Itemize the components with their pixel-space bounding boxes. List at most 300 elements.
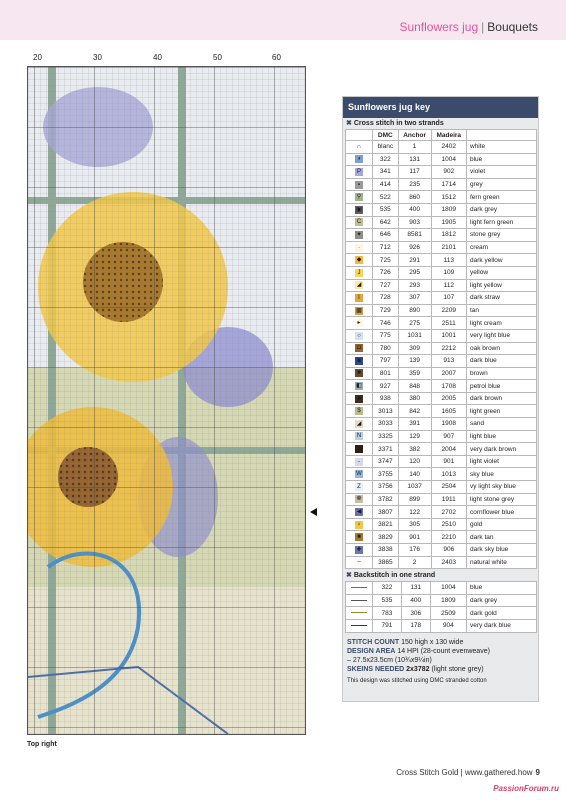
dmc-cell: 938 <box>373 392 399 405</box>
header-separator: | <box>481 20 485 34</box>
thread-symbol-icon: I <box>355 294 363 302</box>
key-row <box>346 380 537 393</box>
madeira-cell: 2210 <box>431 531 466 544</box>
anchor-cell: 890 <box>398 304 431 317</box>
thread-symbol-icon: P <box>356 168 361 175</box>
key-row <box>346 355 537 368</box>
anchor-cell: 305 <box>398 518 431 531</box>
dmc-cell: 535 <box>373 203 399 216</box>
dmc-cell: 725 <box>373 254 399 267</box>
dmc-cell: 3782 <box>373 493 399 506</box>
anchor-cell: 275 <box>398 317 431 330</box>
backstitch-row <box>346 619 537 632</box>
chart-caption: Top right <box>27 741 57 748</box>
thread-symbol-icon: ∩ <box>356 143 362 150</box>
header-title-pink: Sunflowers jug <box>399 20 479 34</box>
key-row <box>346 317 537 330</box>
key-row <box>346 266 537 279</box>
backstitch-row <box>346 607 537 620</box>
madeira-cell: 1708 <box>431 380 466 393</box>
color-name-cell: yellow <box>467 266 537 279</box>
anchor-cell: 842 <box>398 405 431 418</box>
madeira-cell: 2004 <box>431 443 466 456</box>
madeira-cell: 2402 <box>431 141 466 154</box>
symbol-cell <box>346 304 373 317</box>
line-cell <box>346 619 373 632</box>
backstitch-row <box>346 594 537 607</box>
symbol-cell <box>346 254 373 267</box>
thread-symbol-icon: C <box>356 219 362 226</box>
symbol-cell <box>346 455 373 468</box>
madeira-cell: 1512 <box>431 191 466 204</box>
header-title-dark: Bouquets <box>487 20 538 34</box>
skeins-needed <box>347 665 534 674</box>
madeira-cell: 913 <box>431 355 466 368</box>
anchor-cell: 140 <box>398 468 431 481</box>
backstitch-table <box>345 581 537 632</box>
madeira-cell: 902 <box>431 166 466 179</box>
symbol-cell <box>346 229 373 242</box>
color-name-cell: dark sky blue <box>467 544 537 557</box>
color-name-cell: tan <box>467 304 537 317</box>
color-name-cell: light violet <box>467 455 537 468</box>
madeira-cell: 1004 <box>430 582 466 595</box>
dmc-cell: 746 <box>373 317 399 330</box>
anchor-cell: 307 <box>398 292 431 305</box>
anchor-cell: 8581 <box>398 229 431 242</box>
thread-symbol-icon: ✦ <box>356 231 362 238</box>
key-row <box>346 141 537 154</box>
dmc-cell: 3756 <box>373 481 399 494</box>
key-row <box>346 292 537 305</box>
madeira-cell: 1911 <box>431 493 466 506</box>
anchor-cell: 176 <box>398 544 431 557</box>
color-name-cell: light cream <box>467 317 537 330</box>
anchor-cell: 306 <box>401 607 430 620</box>
dmc-cell: 728 <box>373 292 399 305</box>
anchor-cell: 901 <box>398 531 431 544</box>
anchor-cell: 1037 <box>398 481 431 494</box>
key-row <box>346 241 537 254</box>
color-name-cell: blue <box>467 153 537 166</box>
dmc-cell: 927 <box>373 380 399 393</box>
name-header <box>467 130 537 141</box>
symbol-cell <box>346 329 373 342</box>
backstitch-line-icon <box>351 587 367 588</box>
color-name-cell: violet <box>467 166 537 179</box>
design-area-size: – 27.5x23.5cm (10¾x9¼in) <box>347 656 432 664</box>
anchor-cell: 860 <box>398 191 431 204</box>
anchor-cell: 380 <box>398 392 431 405</box>
dmc-cell: 3821 <box>373 518 399 531</box>
anchor-cell: 400 <box>398 203 431 216</box>
symbol-cell <box>346 405 373 418</box>
key-row <box>346 405 537 418</box>
thread-symbol-icon: J <box>355 269 363 277</box>
dmc-header: DMC <box>373 130 399 141</box>
madeira-cell: 1908 <box>431 418 466 431</box>
color-name-cell: fern green <box>467 191 537 204</box>
dmc-cell: 3755 <box>373 468 399 481</box>
key-row <box>346 455 537 468</box>
dmc-cell: 3838 <box>373 544 399 557</box>
watermark: PassionForum.ru <box>493 784 559 793</box>
thread-symbol-icon: ‐ <box>355 458 363 466</box>
madeira-cell: 2511 <box>431 317 466 330</box>
design-area-label: DESIGN AREA <box>347 647 396 655</box>
color-name-cell: vy light sky blue <box>467 481 537 494</box>
symbol-cell <box>346 367 373 380</box>
thread-symbol-icon: ▪ <box>355 181 363 189</box>
thread-symbol-icon: ▩ <box>356 307 362 314</box>
dmc-cell: 791 <box>373 619 402 632</box>
thread-symbol-icon: ◖ <box>355 155 363 163</box>
stitch-count-label: STITCH COUNT <box>347 638 400 646</box>
cross-icon: ✖ <box>346 572 352 580</box>
madeira-cell: 906 <box>431 544 466 557</box>
design-area <box>347 647 534 656</box>
thread-symbol-icon: ◀ <box>356 509 362 516</box>
dmc-cell: 801 <box>373 367 399 380</box>
key-row <box>346 203 537 216</box>
dmc-cell: 646 <box>373 229 399 242</box>
madeira-cell: 1714 <box>431 178 466 191</box>
madeira-cell: 901 <box>431 455 466 468</box>
anchor-cell: 309 <box>398 342 431 355</box>
anchor-cell: 382 <box>398 443 431 456</box>
madeira-cell: 112 <box>431 279 466 292</box>
dmc-cell: 535 <box>373 594 402 607</box>
key-row <box>346 178 537 191</box>
anchor-cell: 899 <box>398 493 431 506</box>
symbol-cell <box>346 191 373 204</box>
madeira-cell: 907 <box>431 430 466 443</box>
color-name-cell: light blue <box>467 430 537 443</box>
madeira-header: Madeira <box>431 130 466 141</box>
design-stats <box>343 633 538 686</box>
anchor-cell: 903 <box>398 216 431 229</box>
key-row <box>346 392 537 405</box>
madeira-cell: 2504 <box>431 481 466 494</box>
symbol-cell <box>346 380 373 393</box>
cross-stitch-rows <box>346 141 537 569</box>
dmc-cell: blanc <box>373 141 399 154</box>
thread-symbol-icon: ◢ <box>356 282 362 289</box>
key-row <box>346 518 537 531</box>
key-row <box>346 544 537 557</box>
key-row <box>346 329 537 342</box>
anchor-cell: 178 <box>401 619 430 632</box>
key-row <box>346 153 537 166</box>
key-row <box>346 254 537 267</box>
color-name-cell: stone grey <box>467 229 537 242</box>
dmc-cell: 522 <box>373 191 399 204</box>
thread-symbol-icon: ○ <box>355 332 363 340</box>
color-name-cell: light fern green <box>467 216 537 229</box>
key-row <box>346 279 537 292</box>
thread-symbol-icon: ● <box>355 445 363 453</box>
key-row <box>346 166 537 179</box>
dmc-cell: 3013 <box>373 405 399 418</box>
madeira-cell: 1905 <box>431 216 466 229</box>
thread-symbol-icon: ◆ <box>356 257 362 264</box>
anchor-cell: 117 <box>398 166 431 179</box>
dmc-cell: 780 <box>373 342 399 355</box>
anchor-cell: 926 <box>398 241 431 254</box>
symbol-cell <box>346 355 373 368</box>
symbol-cell <box>346 531 373 544</box>
color-name-cell: dark blue <box>467 355 537 368</box>
backstitch-rows <box>346 582 537 632</box>
madeira-cell: 1004 <box>431 153 466 166</box>
key-row <box>346 493 537 506</box>
anchor-cell: 131 <box>401 582 430 595</box>
center-marker-arrow <box>310 508 317 516</box>
dmc-cell: 3829 <box>373 531 399 544</box>
madeira-cell: 1013 <box>431 468 466 481</box>
line-cell <box>346 582 373 595</box>
thread-symbol-icon: ❁ <box>356 496 362 503</box>
color-name-cell: very light blue <box>467 329 537 342</box>
thread-symbol-icon: ■ <box>355 369 363 377</box>
key-row <box>346 531 537 544</box>
dmc-cell: 3325 <box>373 430 399 443</box>
symbol-cell <box>346 430 373 443</box>
thread-symbol-icon: ■ <box>355 395 363 403</box>
symbol-cell <box>346 203 373 216</box>
key-row <box>346 430 537 443</box>
color-name-cell: dark yellow <box>467 254 537 267</box>
color-name-cell: light green <box>467 405 537 418</box>
color-name-cell: very dark brown <box>467 443 537 456</box>
column-number-60: 60 <box>272 53 281 62</box>
key-row <box>346 304 537 317</box>
thread-symbol-icon: W <box>356 471 362 478</box>
symbol-cell <box>346 443 373 456</box>
symbol-cell <box>346 292 373 305</box>
dmc-cell: 322 <box>373 153 399 166</box>
symbol-cell <box>346 518 373 531</box>
color-name-cell: dark gold <box>467 607 537 620</box>
madeira-cell: 107 <box>431 292 466 305</box>
dmc-cell: 797 <box>373 355 399 368</box>
key-row <box>346 367 537 380</box>
symbol-cell <box>346 241 373 254</box>
anchor-cell: 235 <box>398 178 431 191</box>
anchor-cell: 1 <box>398 141 431 154</box>
skeins-label: SKEINS NEEDED <box>347 665 405 673</box>
dmc-cell: 3865 <box>373 556 399 569</box>
key-row <box>346 443 537 456</box>
page-header-title <box>399 20 538 34</box>
cross-stitch-heading-label: Cross stitch in two strands <box>353 120 444 127</box>
thread-symbol-icon: ◧ <box>356 383 362 390</box>
color-name-cell: gold <box>467 518 537 531</box>
color-name-cell: very dark blue <box>467 619 537 632</box>
thread-symbol-icon: ■ <box>355 533 363 541</box>
symbol-cell <box>346 481 373 494</box>
anchor-cell: 120 <box>398 455 431 468</box>
line-cell <box>346 594 373 607</box>
anchor-cell: 293 <box>398 279 431 292</box>
madeira-cell: 1809 <box>430 594 466 607</box>
color-name-cell: natural white <box>467 556 537 569</box>
anchor-cell: 291 <box>398 254 431 267</box>
key-row <box>346 481 537 494</box>
anchor-cell: 129 <box>398 430 431 443</box>
symbol-cell <box>346 266 373 279</box>
color-name-cell: light yellow <box>467 279 537 292</box>
dmc-cell: 3371 <box>373 443 399 456</box>
color-name-cell: oak brown <box>467 342 537 355</box>
madeira-cell: 2007 <box>431 367 466 380</box>
symbol-cell <box>346 493 373 506</box>
line-cell <box>346 607 373 620</box>
dmc-cell: 3807 <box>373 506 399 519</box>
anchor-cell: 391 <box>398 418 431 431</box>
thread-symbol-icon: N <box>356 433 362 440</box>
madeira-cell: 2510 <box>431 518 466 531</box>
madeira-cell: 2101 <box>431 241 466 254</box>
key-row <box>346 506 537 519</box>
symbol-cell <box>346 178 373 191</box>
design-area-value: 14 HPI (28-count evenweave) <box>397 647 490 655</box>
symbol-cell <box>346 556 373 569</box>
madeira-cell: 2209 <box>431 304 466 317</box>
color-name-cell: sky blue <box>467 468 537 481</box>
backstitch-row <box>346 582 537 595</box>
dmc-cell: 783 <box>373 607 402 620</box>
madeira-cell: 2702 <box>431 506 466 519</box>
color-name-cell: white <box>467 141 537 154</box>
thread-symbol-icon: ◢ <box>356 420 362 427</box>
skeins-value: 2x3782 <box>406 665 430 673</box>
page-footer <box>396 768 540 777</box>
madeira-cell: 1001 <box>431 329 466 342</box>
symbol-cell <box>346 506 373 519</box>
thread-symbol-icon: $ <box>355 407 363 415</box>
madeira-cell: 2509 <box>430 607 466 620</box>
symbol-cell <box>346 342 373 355</box>
color-name-cell: light stone grey <box>467 493 537 506</box>
key-row <box>346 191 537 204</box>
dmc-cell: 3033 <box>373 418 399 431</box>
symbol-cell <box>346 468 373 481</box>
anchor-cell: 359 <box>398 367 431 380</box>
backstitch-line-icon <box>351 600 367 601</box>
thread-symbol-icon: ◘ <box>355 344 363 352</box>
cross-stitch-table <box>345 129 537 569</box>
anchor-cell: 139 <box>398 355 431 368</box>
key-row <box>346 342 537 355</box>
anchor-header: Anchor <box>398 130 431 141</box>
madeira-cell: 2403 <box>431 556 466 569</box>
key-row <box>346 556 537 569</box>
thread-symbol-icon: ⚲ <box>356 194 362 201</box>
madeira-cell: 1809 <box>431 203 466 216</box>
madeira-cell: 113 <box>431 254 466 267</box>
thread-symbol-icon: ▸ <box>355 319 363 327</box>
anchor-cell: 400 <box>401 594 430 607</box>
dmc-cell: 712 <box>373 241 399 254</box>
thread-symbol-icon: · <box>355 244 363 252</box>
column-number-40: 40 <box>153 53 162 62</box>
key-title: Sunflowers jug key <box>343 97 538 118</box>
anchor-cell: 1031 <box>398 329 431 342</box>
symbol-cell <box>346 317 373 330</box>
column-number-20: 20 <box>33 53 42 62</box>
stitch-count-value: 150 high x 130 wide <box>401 638 464 646</box>
cross-stitch-chart <box>27 66 306 735</box>
key-row <box>346 216 537 229</box>
backstitch-heading <box>343 570 538 581</box>
dmc-cell: 3747 <box>373 455 399 468</box>
madeira-cell: 904 <box>430 619 466 632</box>
color-name-cell: cream <box>467 241 537 254</box>
anchor-cell: 848 <box>398 380 431 393</box>
color-name-cell: dark straw <box>467 292 537 305</box>
dmc-cell: 341 <box>373 166 399 179</box>
dmc-cell: 727 <box>373 279 399 292</box>
key-row <box>346 468 537 481</box>
anchor-cell: 2 <box>398 556 431 569</box>
dmc-cell: 726 <box>373 266 399 279</box>
symbol-cell <box>346 392 373 405</box>
cross-icon: ✖ <box>346 120 352 127</box>
anchor-cell: 295 <box>398 266 431 279</box>
symbol-cell <box>346 279 373 292</box>
color-name-cell: dark grey <box>467 203 537 216</box>
color-name-cell: petrol blue <box>467 380 537 393</box>
key-row <box>346 229 537 242</box>
symbol-cell <box>346 544 373 557</box>
dmc-cell: 775 <box>373 329 399 342</box>
madeira-cell: 1605 <box>431 405 466 418</box>
column-number-30: 30 <box>93 53 102 62</box>
color-name-cell: dark tan <box>467 531 537 544</box>
dmc-cell: 642 <box>373 216 399 229</box>
color-name-cell: dark grey <box>467 594 537 607</box>
skeins-note: (light stone grey) <box>431 665 484 673</box>
dmc-cell: 729 <box>373 304 399 317</box>
column-number-50: 50 <box>213 53 222 62</box>
anchor-cell: 122 <box>398 506 431 519</box>
footer-text: Cross Stitch Gold | www.gathered.how <box>396 768 533 777</box>
cross-stitch-heading <box>343 118 538 129</box>
madeira-cell: 1812 <box>431 229 466 242</box>
madeira-cell: 109 <box>431 266 466 279</box>
backstitch-line-icon <box>351 612 367 613</box>
madeira-cell: 2212 <box>431 342 466 355</box>
color-name-cell: grey <box>467 178 537 191</box>
chart-key-panel <box>342 96 539 702</box>
thread-symbol-icon: ▣ <box>356 206 362 213</box>
thread-symbol-icon: ✚ <box>356 546 362 553</box>
thread-symbol-icon: Z <box>355 483 363 491</box>
anchor-cell: 131 <box>398 153 431 166</box>
page-number: 9 <box>535 768 540 777</box>
chart-artwork <box>28 67 305 734</box>
symbol-cell <box>346 141 373 154</box>
color-name-cell: dark brown <box>467 392 537 405</box>
chart-grid-major <box>28 67 305 734</box>
thread-symbol-icon: ◙ <box>355 357 363 365</box>
color-name-cell: blue <box>467 582 537 595</box>
symbol-cell <box>346 153 373 166</box>
symbol-header <box>346 130 373 141</box>
dmc-cell: 322 <box>373 582 402 595</box>
symbol-cell <box>346 216 373 229</box>
